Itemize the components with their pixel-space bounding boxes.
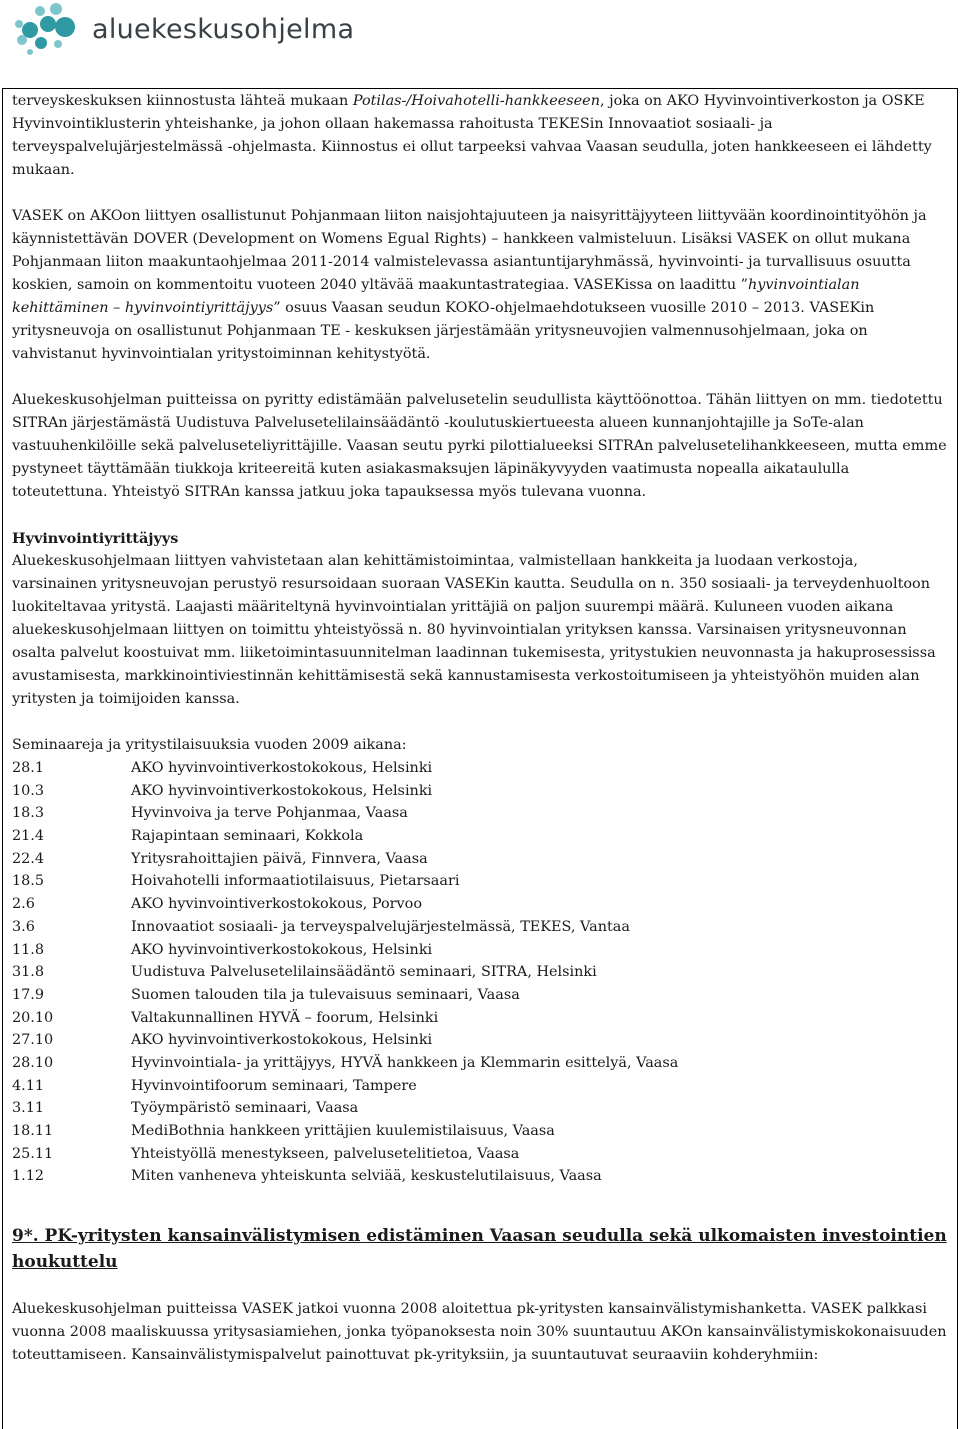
event-title: Miten vanheneva yhteiskunta selviää, keskustelutilaisuus, Vaasa (131, 1168, 602, 1185)
intro-p1-text-a: terveyskeskuksen kiinnostusta lähteä mukaan (12, 93, 353, 109)
event-date: 3.6 (12, 918, 35, 935)
intro-paragraph-3: Aluekeskusohjelman puitteissa on pyritty edistämään palvelusetelin seudullista käyttöönottoa. Tähän liittyen on mm. tiedotettu SITRAn järjestämästä Uudistuva Palvelusetelilainsäädäntö -koulutuskiertueesta alueen kunnanjohtajille ja SoTe-alan vastuuhenkilöille sekä palveluseteliyrittäjille. Vaasan seutu pyrki pilottialueeksi SITRAn palvelusetelihankkeeseen, mutta emme pystyneet täyttämään tiukkoja kriteereitä kuten asiakasmaksujen läpinäkyvyyden vaatimusta nopealla aikataululla toteutettuna. Yhteistyö SITRAn kanssa jatkuu joka tapauksessa myös tulevana vuonna. (12, 392, 947, 500)
event-date: 31.8 (12, 964, 45, 981)
event-date: 27.10 (12, 1032, 54, 1049)
event-date: 18.11 (12, 1123, 54, 1139)
intro-p2-text-a: VASEK on AKOon liittyen osallistunut Pohjanmaan liiton naisjohtajuuteen ja naisyrittäjyyteen liittyvään koordinointityöhön ja käynnistettävän DOVER (Development on Womens Egual Rights) – hankkeen valmisteluun. Lisäksi VASEK on ollut mukana Pohjanmaan liiton maakuntaohjelmaa 2011-2014 valmistelevassa asiantuntijaryhmässä, hyvinvointi- ja turvallisuus osuutta koskien, samoin on kommentoitu vuoteen 2040 yltävää maakuntastrategiaa. VASEKissa on laadittu ” (12, 208, 927, 293)
event-title: AKO hyvinvointiverkostokokous, Helsinki (131, 782, 433, 799)
intro-paragraph-1 (12, 90, 947, 182)
event-date: 20.10 (12, 1009, 54, 1026)
event-title: AKO hyvinvointiverkostokokous, Porvoo (131, 896, 422, 913)
event-row (12, 757, 947, 780)
event-row (12, 916, 947, 939)
event-row (12, 802, 947, 825)
event-title: Suomen talouden tila ja tulevaisuus seminaari, Vaasa (131, 986, 520, 1003)
logo-text: aluekeskusohjelma (92, 14, 355, 45)
page-header (10, 0, 430, 62)
event-row (12, 1097, 947, 1120)
section-heading-hyvinvointi: Hyvinvointiyrittäjyys (12, 530, 179, 547)
section-heading-9: 9*. PK-yritysten kansainvälistymisen edistäminen Vaasan seudulla sekä ulkomaisten investointien houkuttelu (12, 1226, 947, 1273)
intro-p2-emphasis: hyvinvointialan kehittäminen – hyvinvointiyrittäjyys (12, 277, 860, 316)
event-date: 1.12 (12, 1168, 45, 1185)
event-date: 22.4 (12, 850, 45, 867)
event-date: 21.4 (12, 828, 45, 845)
event-title: AKO hyvinvointiverkostokokous, Helsinki (131, 760, 433, 776)
intro-p1-emphasis: Potilas-/Hoivahotelli-hankkeeseen (352, 93, 600, 109)
intro-p2-text-b: ” osuus Vaasan seudun KOKO-ohjelmaehdotukseen vuosille 2010 – 2013. VASEKin yritysneuvoja on osallistunut Pohjanmaan TE - keskuksen järjestämään yritysneuvojien valmennusohjelmaan, joka on vahvistanut hyvinvointialan yritystoiminnan kehitystyötä. (12, 300, 875, 362)
event-date: 28.10 (12, 1054, 54, 1071)
event-title: Hoivahotelli informaatiotilaisuus, Pietarsaari (131, 873, 460, 890)
event-row (12, 1007, 947, 1030)
event-title: AKO hyvinvointiverkostokokous, Helsinki (131, 1032, 433, 1049)
events-list (12, 757, 947, 1188)
event-row (12, 893, 947, 916)
event-date: 18.5 (12, 873, 45, 890)
event-date: 18.3 (12, 805, 45, 822)
event-date: 2.6 (12, 896, 35, 913)
event-row (12, 984, 947, 1007)
event-row (12, 870, 947, 893)
event-title: AKO hyvinvointiverkostokokous, Helsinki (131, 941, 433, 958)
event-title: Yhteistyöllä menestykseen, palvelusetelitietoa, Vaasa (131, 1145, 520, 1162)
event-row (12, 1143, 947, 1166)
event-title: Yritysrahoittajien päivä, Finnvera, Vaasa (131, 850, 428, 867)
event-title: MediBothnia hankkeen yrittäjien kuulemistilaisuus, Vaasa (131, 1123, 555, 1139)
event-row (12, 848, 947, 871)
intro-paragraph-2 (12, 205, 947, 366)
section-9-paragraph: Aluekeskusohjelman puitteissa VASEK jatkoi vuonna 2008 aloitettua pk-yritysten kansainvälistymishanketta. VASEK palkkasi vuonna 2008 maaliskuussa yritysasiamiehen, jonka työpanoksesta noin 30% suuntautuu AKOn kansainvälistymiskokonaisuuden toteuttamiseen. Kansainvälistymispalvelut painottuvat pk-yrityksiin, ja suuntautuvat seuraaviin kohderyhmiin: (12, 1301, 947, 1364)
event-date: 17.9 (12, 986, 45, 1003)
event-title: Rajapintaan seminaari, Kokkola (131, 828, 364, 845)
event-date: 28.1 (12, 760, 45, 776)
event-title: Hyvinvointiala- ja yrittäjyys, HYVÄ hankkeen ja Klemmarin esittelyä, Vaasa (131, 1054, 679, 1071)
event-title: Hyvinvoiva ja terve Pohjanmaa, Vaasa (131, 805, 408, 822)
event-date: 25.11 (12, 1145, 54, 1162)
event-date: 10.3 (12, 782, 45, 799)
event-date: 3.11 (12, 1100, 45, 1117)
logo-dots-icon (10, 0, 88, 58)
event-title: Uudistuva Palvelusetelilainsäädäntö seminaari, SITRA, Helsinki (131, 964, 597, 981)
event-title: Valtakunnallinen HYVÄ – foorum, Helsinki (131, 1009, 439, 1026)
event-row (12, 1052, 947, 1075)
event-date: 4.11 (12, 1077, 45, 1094)
events-intro: Seminaareja ja yritystilaisuuksia vuoden 2009 aikana: (12, 737, 407, 753)
document-body (12, 90, 947, 1367)
event-title: Hyvinvointifoorum seminaari, Tampere (131, 1077, 417, 1094)
event-row (12, 780, 947, 803)
event-row (12, 1165, 947, 1188)
event-date: 11.8 (12, 941, 45, 958)
event-row (12, 1075, 947, 1098)
event-row (12, 1120, 947, 1143)
intro-p1-text-b: , joka on AKO Hyvinvointiverkoston ja OSKE Hyvinvointiklusterin yhteishanke, ja johon ollaan hakemassa rahoitusta TEKESin Innovaatiot sosiaali- ja terveyspalvelujärjestelmässä -ohjelmasta. Kiinnostus ei ollut tarpeeksi vahvaa Vaasan seudulla, joten hankkeeseen ei lähdetty mukaan. (12, 93, 932, 178)
event-row (12, 961, 947, 984)
event-row (12, 939, 947, 962)
event-row (12, 1029, 947, 1052)
event-title: Työympäristö seminaari, Vaasa (131, 1100, 359, 1117)
event-row (12, 825, 947, 848)
event-title: Innovaatiot sosiaali- ja terveyspalvelujärjestelmässä, TEKES, Vantaa (131, 918, 630, 935)
hyvinvointi-paragraph: Aluekeskusohjelmaan liittyen vahvistetaan alan kehittämistoimintaa, valmistellaan hankkeita ja luodaan verkostoja, varsinainen yritysneuvojan perustyö resursoidaan suoraan VASEKin kautta. Seudulla on n. 350 sosiaali- ja terveydenhuoltoon luokiteltavaa yritystä. Laajasti määriteltynä hyvinvointialan yrittäjiä on paljon suurempi määrä. Kuluneen vuoden aikana aluekeskusohjelmaan liittyen on toimittu yhteistyössä n. 80 hyvinvointialan yrityksen kanssa. Varsinaisen yritysneuvonnan osalta palvelut koostuivat mm. liiketoimintasuunnitelman laadinnan tukemisesta, yritystukien neuvonnasta ja hakuprosessissa avustamisesta, markkinointiviestinnän kehittämisestä sekä kannustamisesta verkostoitumiseen ja yhteistyöhön muiden alan yritysten ja toimijoiden kanssa. (12, 553, 936, 707)
